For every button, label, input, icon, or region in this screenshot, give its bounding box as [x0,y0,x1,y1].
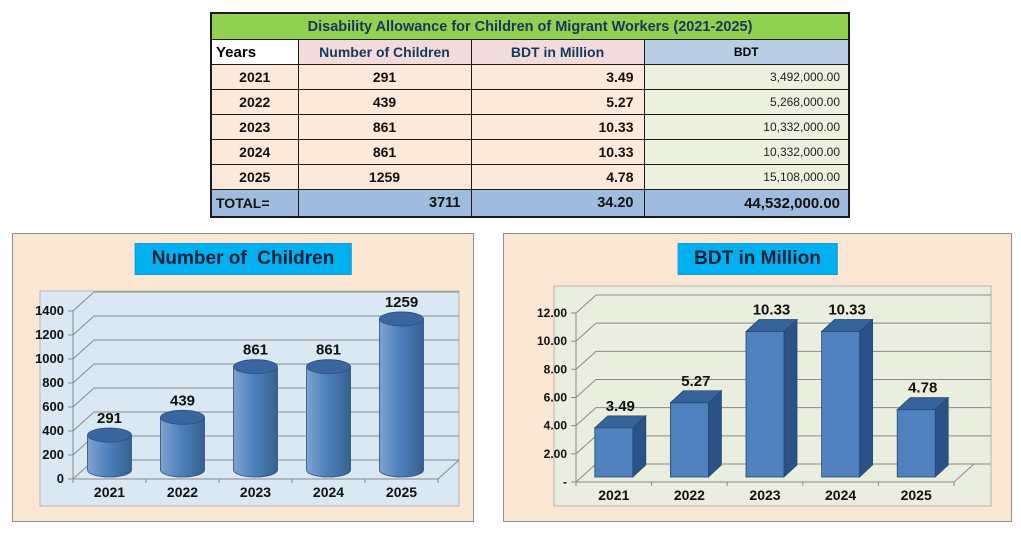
bar-side [708,391,721,477]
year-cell: 2022 [211,90,298,115]
bar-body [161,417,205,470]
year-cell: 2024 [211,140,298,165]
y-tick-label: 6.00 [543,390,567,405]
year-cell: 2021 [211,65,298,90]
bar-body [234,367,278,470]
children-cell: 861 [298,115,471,140]
data-label: 439 [169,392,196,410]
table-row [211,165,849,190]
header-bdt: BDT [644,40,849,65]
y-tick-label: 2.00 [543,446,567,461]
total-children: 3711 [298,190,471,218]
bar-top [234,360,278,374]
y-tick-label: 0 [56,471,64,486]
header-bdt-in-million: BDT in Million [471,40,644,65]
x-category-label: 2025 [385,484,418,500]
children-chart [13,234,473,521]
total-bdt: 44,532,000.00 [644,190,849,218]
table-row [211,90,849,115]
bdt-chart-title: BDT in Million [677,243,838,275]
data-label: 291 [96,410,123,428]
data-label: 1259 [384,293,419,311]
allowance-table [210,12,850,218]
table-title: Disability Allowance for Children of Migrant Workers (2021-2025) [211,13,849,40]
x-category-label: 2025 [900,487,932,503]
table-row [211,140,849,165]
y-tick-label: 600 [42,399,64,414]
table-title-row [211,13,849,40]
table-header-row [211,40,849,65]
data-label: 5.27 [681,372,711,390]
x-category-label: 2024 [825,487,857,503]
x-category-label: 2021 [93,484,126,500]
million-cell: 3.49 [471,65,644,90]
y-tick-label: 10.00 [536,334,567,349]
year-cell: 2025 [211,165,298,190]
y-tick-label: 8.00 [543,362,567,377]
bar-side [784,320,797,477]
data-label: 10.33 [828,301,866,319]
million-cell: 10.33 [471,115,644,140]
data-label: 4.78 [908,379,938,397]
y-tick-label: 1200 [35,327,64,342]
bdt-chart [504,234,1011,521]
data-label: 861 [315,341,342,359]
bdt-cell: 5,268,000.00 [644,90,849,115]
y-tick-label: 1000 [35,351,64,366]
bdt-cell: 10,332,000.00 [644,115,849,140]
header-years: Years [211,40,298,65]
y-tick-label: 12.00 [536,306,567,320]
bdt-cell: 15,108,000.00 [644,165,849,190]
y-tick-label: 200 [42,447,64,462]
bdt-chart-panel [503,233,1012,522]
children-cell: 291 [298,65,471,90]
bar-front [746,332,784,477]
bar-front [670,403,708,477]
bar-front [822,332,860,477]
total-million: 34.20 [471,190,644,218]
bar-side [860,320,873,477]
y-tick-label: 1400 [35,303,64,318]
x-category-label: 2022 [166,484,199,500]
bar-front [897,410,935,477]
data-label: 3.49 [605,397,635,415]
x-category-label: 2021 [598,487,630,503]
million-cell: 4.78 [471,165,644,190]
bar-side [935,398,948,477]
bar-top [88,428,132,442]
bar-top [307,360,351,374]
y-tick-label: 4.00 [543,418,567,433]
x-category-label: 2022 [673,487,705,503]
million-cell: 10.33 [471,140,644,165]
total-label: TOTAL= [211,190,298,218]
y-tick-label: 400 [42,423,64,438]
children-cell: 439 [298,90,471,115]
children-chart-title: Number of Children [135,243,352,275]
bar-body [380,319,424,470]
bdt-cell: 3,492,000.00 [644,65,849,90]
bar-body [307,367,351,470]
x-category-label: 2024 [312,484,345,500]
data-label: 10.33 [752,301,791,319]
bdt-cell: 10,332,000.00 [644,140,849,165]
table-row [211,115,849,140]
table-row [211,65,849,90]
children-cell: 1259 [298,165,471,190]
year-cell: 2023 [211,115,298,140]
x-category-label: 2023 [239,484,272,500]
table-total-row [211,190,849,218]
bar-top [380,312,424,326]
children-chart-panel [12,233,474,522]
y-tick-label: - [563,475,567,489]
bar-top [161,410,205,424]
data-label: 861 [242,341,269,359]
bar-front [595,428,633,477]
header-number-of-children: Number of Children [298,40,471,65]
y-tick-label: 800 [42,375,64,390]
children-cell: 861 [298,140,471,165]
x-category-label: 2023 [749,487,781,503]
million-cell: 5.27 [471,90,644,115]
